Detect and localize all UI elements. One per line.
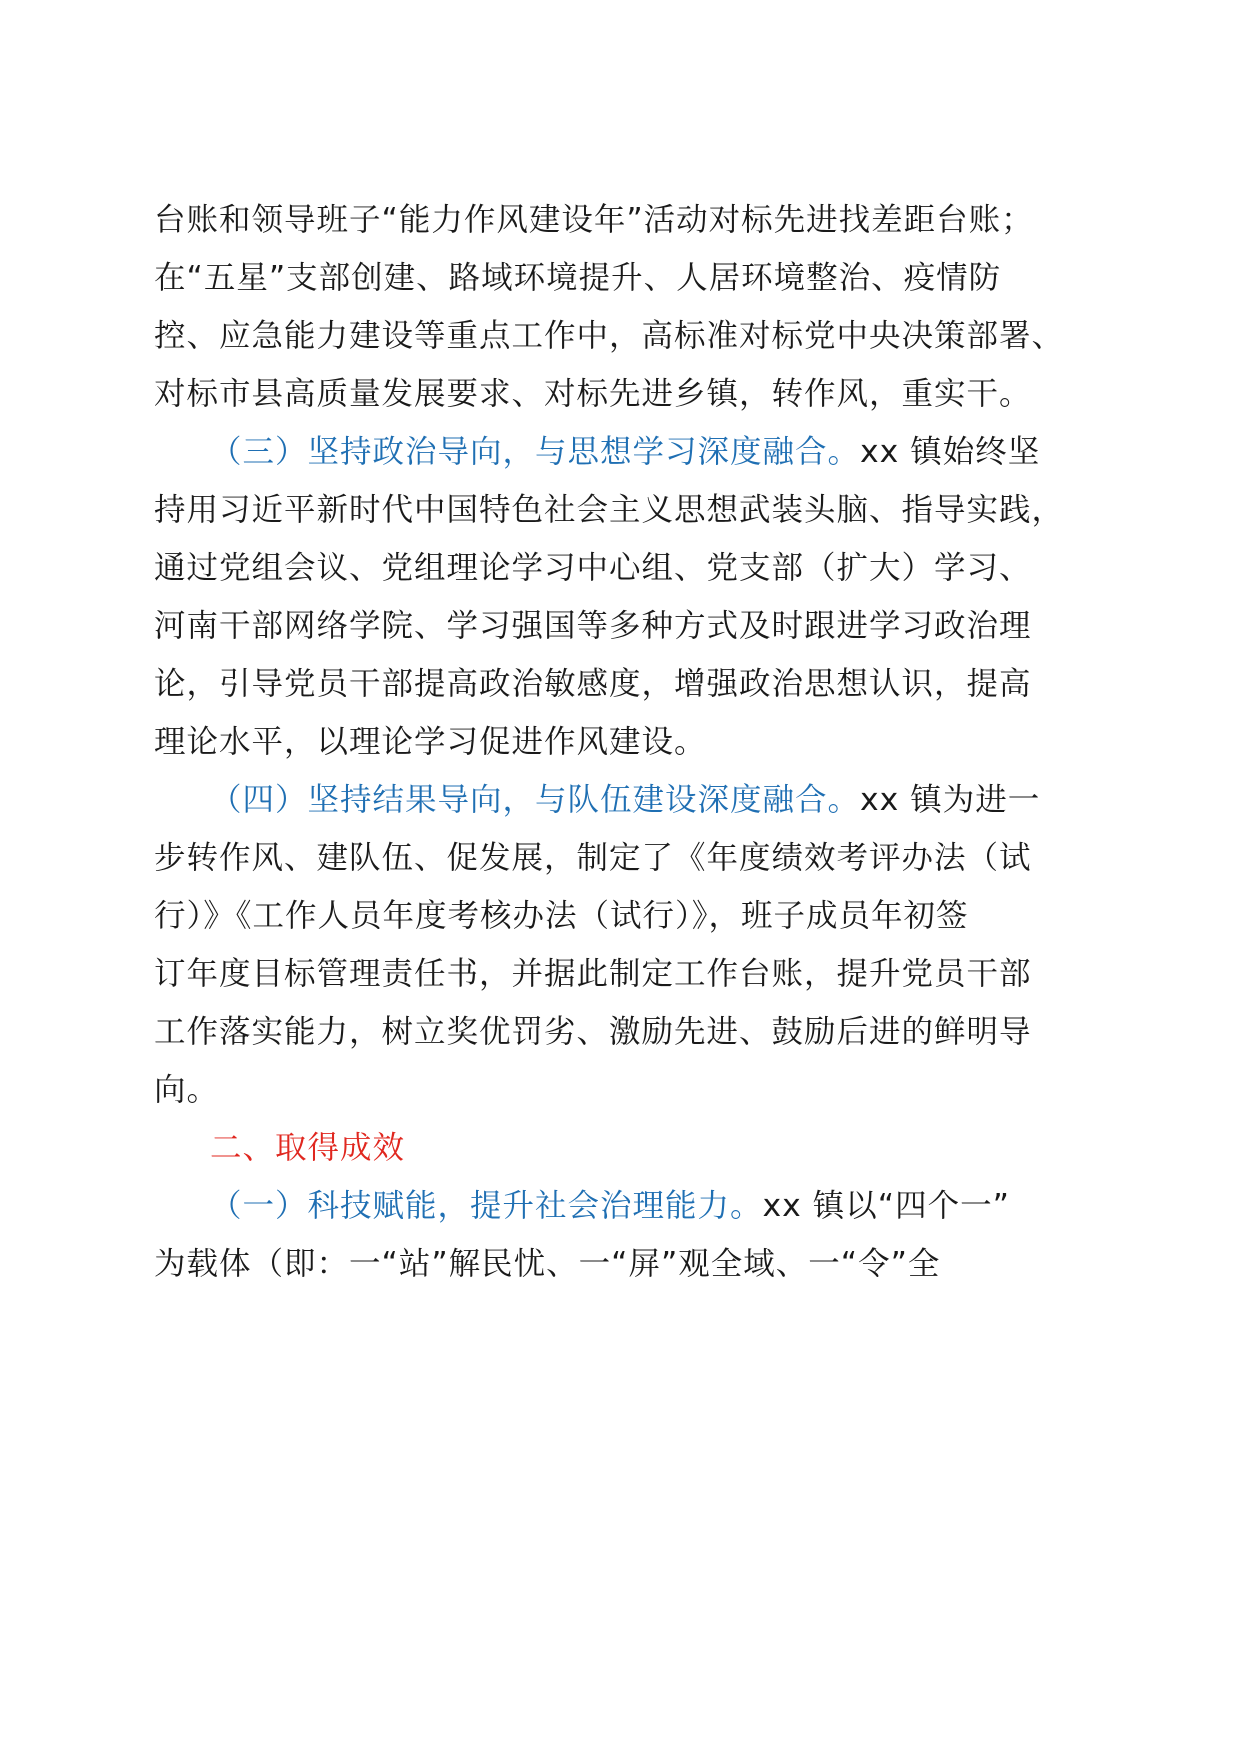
body-text: 理论水平，以理论学习促进作风建设。 — [154, 724, 707, 760]
paragraph-line — [154, 1070, 219, 1110]
body-text: xx 镇始终坚 — [860, 434, 1041, 470]
section-heading-line — [210, 1128, 405, 1168]
paragraph-line — [154, 606, 1032, 646]
subsection-heading-3: （三）坚持政治导向，与思想学习深度融合。 — [210, 434, 861, 470]
body-text: 对标市县高质量发展要求、对标先进乡镇，转作风，重实干。 — [154, 376, 1032, 412]
section-heading-results: 二、取得成效 — [210, 1130, 406, 1166]
body-text: 在“五星”支部创建、路域环境提升、人居环境整治、疫情防 — [154, 260, 1002, 296]
subsection-heading-4: （四）坚持结果导向，与队伍建设深度融合。 — [210, 782, 861, 818]
paragraph-line — [154, 838, 1032, 878]
body-text: xx 镇为进一 — [860, 782, 1041, 818]
body-text: 步转作风、建队伍、促发展，制定了《年度绩效考评办法（试 — [154, 840, 1032, 876]
paragraph-line — [154, 896, 969, 936]
body-text: 为载体（即：一“站”解民忧、一“屏”观全域、一“令”全 — [154, 1246, 941, 1282]
paragraph-line — [154, 1012, 1032, 1052]
paragraph-line — [154, 664, 1032, 704]
paragraph-line — [154, 490, 1064, 530]
body-text: 控、应急能力建设等重点工作中，高标准对标党中央决策部署、 — [154, 318, 1065, 354]
paragraph-line — [154, 200, 1034, 240]
section-heading-line — [210, 1186, 1010, 1226]
body-text: 台账和领导班子“能力作风建设年”活动对标先进找差距台账； — [154, 202, 1034, 238]
body-text: 通过党组会议、党组理论学习中心组、党支部（扩大）学习、 — [154, 550, 1032, 586]
section-heading-line — [210, 432, 1040, 472]
body-text: 工作落实能力，树立奖优罚劣、激励先进、鼓励后进的鲜明导 — [154, 1014, 1032, 1050]
subsection-heading-1: （一）科技赋能，提升社会治理能力。 — [210, 1188, 763, 1224]
body-text: 持用习近平新时代中国特色社会主义思想武装头脑、指导实践， — [154, 492, 1065, 528]
paragraph-line — [154, 374, 1032, 414]
paragraph-line — [154, 954, 1032, 994]
paragraph-line — [154, 722, 707, 762]
body-text: 行）》《工作人员年度考核办法（试行）》，班子成员年初签 — [154, 898, 969, 934]
body-text: 订年度目标管理责任书，并据此制定工作台账，提升党员干部 — [154, 956, 1032, 992]
body-text: 论，引导党员干部提高政治敏感度，增强政治思想认识，提高 — [154, 666, 1032, 702]
paragraph-line — [154, 548, 1032, 588]
body-text: xx 镇以“四个一” — [762, 1188, 1010, 1224]
section-heading-line — [210, 780, 1040, 820]
body-text: 向。 — [154, 1072, 220, 1108]
paragraph-line — [154, 258, 1001, 298]
paragraph-line — [154, 1244, 940, 1284]
body-text: 河南干部网络学院、学习强国等多种方式及时跟进学习政治理 — [154, 608, 1032, 644]
paragraph-line — [154, 316, 1064, 356]
